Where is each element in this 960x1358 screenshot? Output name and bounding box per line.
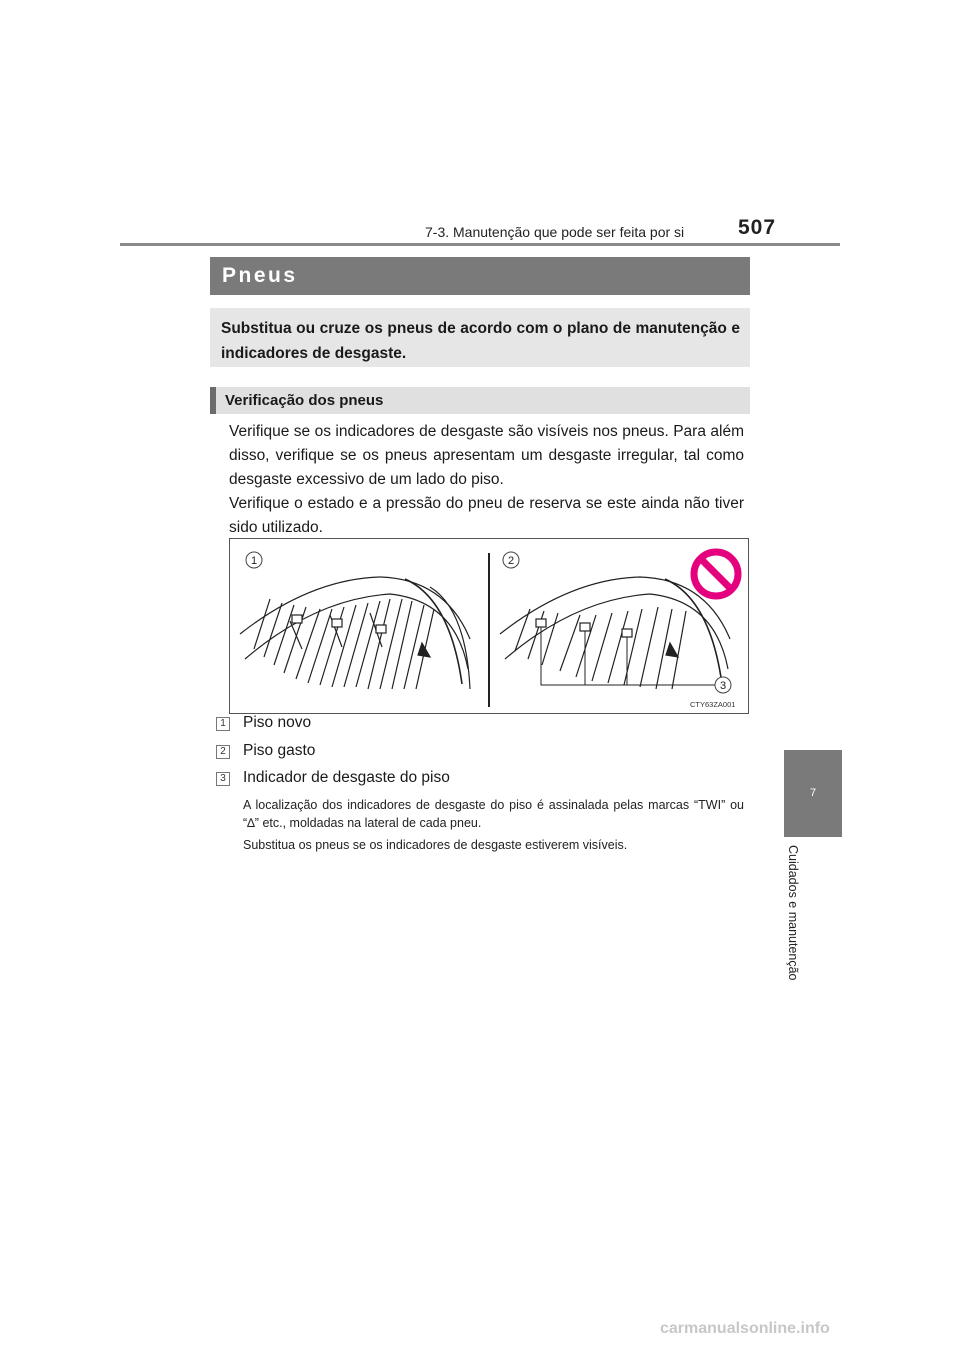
prohibited-sign-icon: [694, 552, 738, 596]
svg-text:2: 2: [507, 555, 515, 567]
new-tire-drawing: [240, 577, 470, 689]
worn-tire-drawing: [500, 577, 730, 689]
legend-number-2: 2: [216, 745, 230, 759]
legend-text-3: Indicador de desgaste do piso: [243, 769, 450, 786]
intro-box: [210, 308, 750, 367]
svg-text:3: 3: [719, 680, 727, 692]
subsection-heading: Verificação dos pneus: [210, 387, 750, 414]
chapter-tab: 7: [784, 750, 842, 837]
body-paragraph-2: Verifique o estado e a pressão do pneu de reserva se este ainda não tiver sido utilizado.: [229, 495, 744, 536]
footer-watermark: carmanualsonline.info: [660, 1320, 830, 1337]
page-title: Pneus: [210, 257, 750, 295]
legend-text-1: Piso novo: [243, 714, 312, 731]
body-paragraph-1: Verifique se os indicadores de desgaste são visíveis nos pneus. Para além disso, verifique se os pneus apresentam um desgaste irregular, tal como desgaste excessivo de um lado do piso.: [229, 423, 744, 488]
tire-illustration: [229, 538, 749, 714]
page-number: 507: [738, 216, 777, 239]
callout-2: [503, 552, 519, 568]
legend-text-2: Piso gasto: [243, 742, 316, 759]
tire-drawing: [230, 539, 748, 713]
figure-code: CTY63ZA001: [690, 700, 736, 709]
note-replace-tires: Substitua os pneus se os indicadores de desgaste estiverem visíveis.: [243, 838, 628, 852]
chapter-label: Cuidados e manutenção: [786, 845, 800, 981]
legend-number-3: 3: [216, 772, 230, 786]
header-section-title: 7-3. Manutenção que pode ser feita por si: [425, 224, 685, 240]
callout-3: [715, 677, 731, 693]
intro-text: Substitua ou cruze os pneus de acordo com o plano de manutenção e indicadores de desgaste.: [221, 320, 740, 362]
callout-1: [246, 552, 262, 568]
note-tread-indicator-location: A localização dos indicadores de desgaste do piso é assinalada pelas marcas “TWI” ou “∆” etc., moldadas na lateral de cada pneu.: [243, 798, 744, 830]
legend-number-1: 1: [216, 717, 230, 731]
svg-text:1: 1: [250, 555, 258, 567]
header-divider: [120, 243, 840, 246]
